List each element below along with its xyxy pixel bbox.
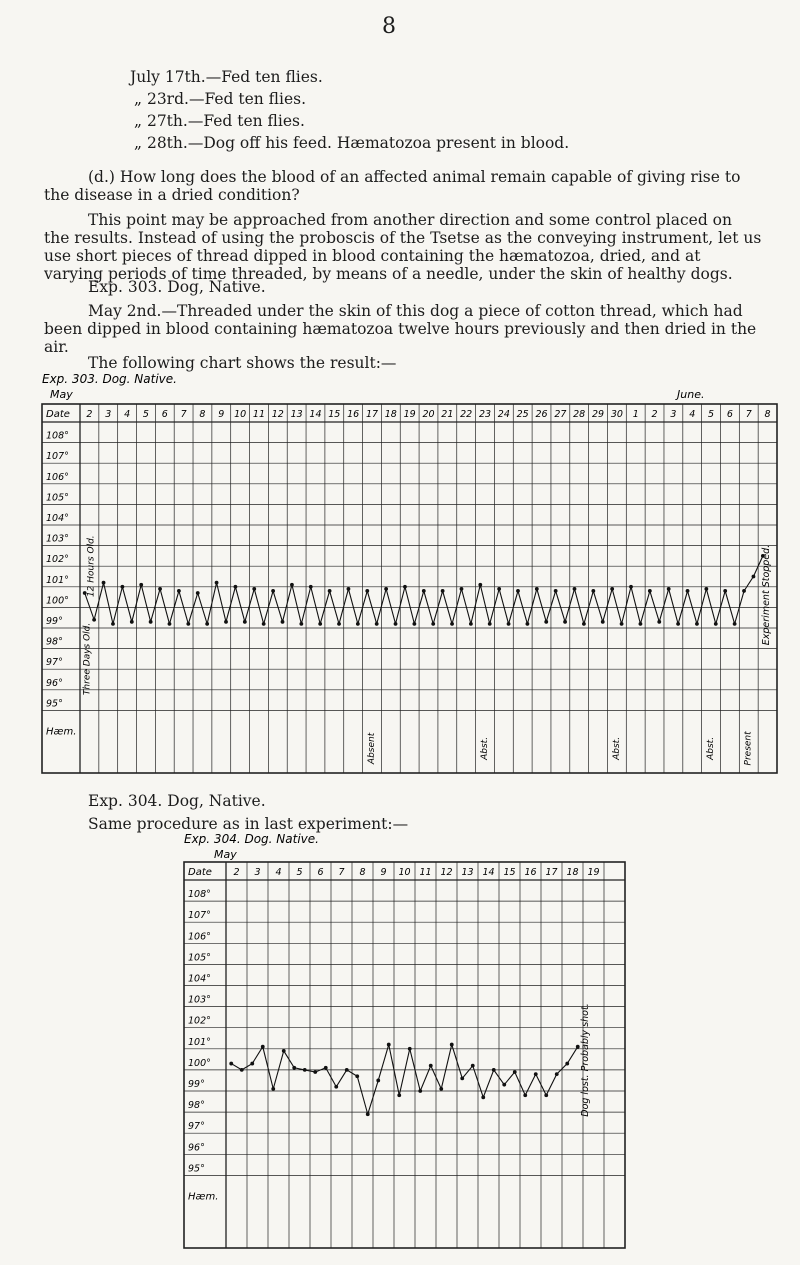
chart1-temperature-point [544,620,548,624]
chart2-frame [184,862,625,1248]
chart1-day-label: 10 [234,409,247,420]
chart2-temperature-point [492,1068,496,1072]
chart2-temperature-point [555,1072,559,1076]
note-line-1: July 17th.—Fed ten flies. [130,68,323,86]
chart1-temperature-point [412,622,416,626]
chart1-temp-label: 96° [46,677,63,689]
chart2-temperature-point [429,1064,433,1068]
chart2-temperature-point [397,1093,401,1097]
chart2-temp-label: 98° [188,1100,205,1112]
chart2-temperature-point [303,1068,307,1072]
chart2-day-label: 3 [254,867,261,878]
chart1-temp-label: 105° [46,492,69,504]
chart1-temp-label: 98° [46,636,63,648]
chart1-temperature-point [299,622,303,626]
chart1-temperature-point [158,587,162,591]
chart1-temperature-point [752,575,756,579]
chart1-temperature-point [168,622,172,626]
chart2-day-label: 13 [461,867,474,878]
chart1-temperature-point [130,620,134,624]
chart1-frame [42,404,777,773]
chart2-temp-label: 103° [188,994,211,1006]
chart2-temperature-point [345,1068,349,1072]
chart2-day-label: 17 [545,867,558,878]
chart1-day-label: 15 [328,409,341,420]
chart1-temperature-point [563,620,567,624]
chart1-day-label: 19 [403,409,416,420]
chart1-day-label: 17 [365,409,379,420]
exp304-heading: Exp. 304. Dog, Native. [88,792,266,810]
chart1-day-label: 29 [591,409,605,420]
chart1-temp-label: 99° [46,616,63,627]
chart1-day-label: 13 [290,409,303,420]
chart1-temp-label: 106° [46,471,69,483]
chart1-temperature-point [177,589,181,593]
chart1-day-label: 5 [142,409,149,420]
chart1-temperature-point [582,622,586,626]
chart2-title: Exp. 304. Dog. Native. [184,832,319,846]
chart2-temperature-point [544,1093,548,1097]
chart1-day-label: 2 [86,409,93,420]
chart1-day-label: 18 [384,409,397,420]
chart1-day-label: 6 [726,409,733,420]
chart1-temp-label: 102° [46,554,69,566]
chart1-temperature-point [186,622,190,626]
chart1-temp-label: 100° [46,595,69,607]
chart2-day-label: 16 [524,867,537,878]
chart1-day-label: 8 [764,409,771,420]
temperature-chart-exp304 [170,830,630,1250]
chart1-day-label: 8 [199,409,206,420]
chart1-haem-label: Hæm. [46,726,77,738]
chart2-temperature-point [324,1066,328,1070]
chart1-day-label: 26 [535,409,548,420]
chart2-temperature-point [565,1062,569,1066]
chart1-temperature-point [365,589,369,593]
chart2-temperature-point [481,1095,485,1099]
chart2-haem-label: Hæm. [188,1191,219,1203]
note-line-3: „ 27th.—Fed ten flies. [134,112,305,130]
chart1-temperature-point [149,620,153,624]
chart2-day-label: 7 [338,867,345,878]
chart1-temperature-point [629,585,633,589]
chart1-day-label: 6 [161,409,168,420]
chart1-temperature-point [431,622,435,626]
chart1-temperature-point [215,581,219,585]
chart2-temp-label: 104° [188,973,211,985]
chart1-month-label: May [50,388,73,401]
chart1-temp-label: 103° [46,533,69,545]
chart1-temperature-point [488,622,492,626]
temperature-chart-exp303 [40,370,780,775]
chart2-temperature-point [523,1093,527,1097]
chart1-day-label: 14 [309,409,322,420]
chart2-temperature-point [282,1049,286,1053]
chart1-temperature-point [92,618,96,622]
chart1-temperature-point [441,589,445,593]
chart1-temperature-point [686,589,690,593]
chart1-temperature-point [290,583,294,587]
chart1-temperature-point [704,587,708,591]
chart1-temperature-point [695,622,699,626]
chart2-temp-label: 108° [188,889,211,901]
chart1-haem-entry: Abst. [611,736,622,760]
chart2-temp-label: 99° [188,1079,205,1090]
chart1-day-label: 27 [554,409,567,420]
chart1-temperature-point [478,583,482,587]
chart1-day-label: 7 [180,409,187,420]
chart2-temp-label: 96° [188,1142,205,1154]
chart2-day-label: 9 [380,867,387,878]
chart1-date-header: Date [46,409,70,420]
chart2-temperature-point [376,1079,380,1083]
chart1-temperature-point [102,581,106,585]
chart1-temperature-point [347,587,351,591]
chart2-temperature-point [439,1087,443,1091]
question-paragraph: (d.) How long does the blood of an affected animal remain capable of giving rise to the disease in a dried condition? [44,168,741,204]
chart1-temperature-point [601,620,605,624]
chart2-day-label: 2 [233,867,240,878]
chart1-day-label: 2 [651,409,658,420]
chart2-day-label: 14 [482,867,495,878]
chart2-temperature-point [334,1085,338,1089]
chart1-day-label: 3 [670,409,677,420]
body-paragraph-2: May 2nd.—Threaded under the skin of this dog a piece of cotton thread, which had been dipped in blood containing hæmatozoa twelve hours previously and then dried in the air. [44,302,757,356]
chart1-temperature-point [714,622,718,626]
chart1-day-label: 21 [441,409,454,420]
chart1-temperature-point [384,587,388,591]
chart2-day-label: 11 [419,867,432,878]
chart2-day-label: 10 [398,867,411,878]
chart2-day-label: 8 [359,867,366,878]
chart2-temperature-point [355,1074,359,1078]
chart1-day-label: 7 [745,409,752,420]
chart2-temperature-point [229,1062,233,1066]
chart1-day-label: 20 [422,409,435,420]
chart2-temperature-point [366,1112,370,1116]
chart1-temperature-point [469,622,473,626]
chart1-day-label: 23 [478,409,492,420]
body-paragraph-1: This point may be approached from another direction and some control placed on the results. Instead of using the proboscis of the Tsetse as the conveying instrument, let us use short pieces of thread dipped in blood containing the hæmatozoa, dried, and at varying periods of time threaded, by means of a needle, under the skin of healthy dogs. [44,211,762,283]
chart1-day-label: 30 [610,409,623,420]
chart2-temperature-point [502,1083,506,1087]
chart1-day-label: 16 [347,409,360,420]
chart1-temperature-point [375,622,379,626]
chart1-temperature-point [234,585,238,589]
chart2-day-label: 6 [317,867,324,878]
chart1-temperature-point [733,622,737,626]
chart2-day-label: 18 [566,867,579,878]
chart2-temperature-point [240,1068,244,1072]
chart1-day-label: 11 [252,409,266,420]
chart2-temp-label: 107° [188,910,211,922]
chart1-temp-label: 101° [46,574,69,586]
chart1-temperature-point [271,589,275,593]
chart1-temperature-point [243,620,247,624]
page-number: 8 [382,14,396,39]
chart1-temperature-point [460,587,464,591]
chart1-temperature-point [516,589,520,593]
chart1-temperature-point [309,585,313,589]
exp303-heading: Exp. 303. Dog, Native. [88,278,266,296]
chart2-temperature-point [313,1070,317,1074]
chart2-day-label: 19 [587,867,600,878]
chart1-temperature-point [139,583,143,587]
chart1-temperature-point [403,585,407,589]
chart1-temperature-point [318,622,322,626]
chart1-temp-label: 97° [46,657,63,669]
chart1-temperature-point [422,589,426,593]
chart2-day-label: 12 [440,867,453,878]
chart1-temp-label: 104° [46,513,69,524]
chart1-temperature-point [554,589,558,593]
chart1-haem-entry: Abst. [705,736,716,760]
chart2-temperature-point [471,1064,475,1068]
chart2-temp-label: 101° [188,1036,211,1048]
chart2-temp-label: 95° [188,1163,205,1175]
chart2-temperature-point [450,1043,454,1047]
chart-intro: The following chart shows the result:— [88,354,397,372]
chart2-temp-label: 105° [188,952,211,964]
chart1-temperature-point [667,587,671,591]
chart1-temperature-point [224,620,228,624]
chart1-temperature-point [111,622,115,626]
chart1-temperature-point [394,622,398,626]
chart1-day-label: 4 [124,409,131,420]
chart2-month-label: May [214,848,237,861]
chart1-temperature-point [676,622,680,626]
chart2-temperature-point [292,1066,296,1070]
chart1-end-label: Experiment Stopped. [761,544,772,646]
chart2-day-label: 15 [503,867,516,878]
chart1-temperature-point [120,585,124,589]
chart2-temperature-line [231,1045,578,1115]
chart1-temperature-point [450,622,454,626]
chart1-day-label: 25 [516,409,529,420]
chart1-temperature-point [252,587,256,591]
chart2-temperature-point [418,1089,422,1093]
chart2-temp-label: 106° [188,931,211,943]
chart1-temperature-point [196,591,200,595]
chart1-temperature-point [205,622,209,626]
chart1-temperature-point [610,587,614,591]
chart1-temperature-point [742,589,746,593]
chart1-temperature-point [337,622,341,626]
chart2-day-label: 5 [296,867,303,878]
chart1-day-label: 1 [632,409,639,420]
chart1-day-label: 9 [218,409,225,420]
chart1-side-label: 12 Hours Old. [86,535,97,598]
chart2-temperature-point [271,1087,275,1091]
chart1-haem-entry: Abst. [479,736,490,760]
chart1-day-label: 4 [689,409,696,420]
chart1-title: Exp. 303. Dog. Native. [42,372,177,386]
chart1-day-label: 24 [497,409,510,420]
chart1-day-label: 3 [105,409,112,420]
chart1-temperature-point [507,622,511,626]
chart2-date-header: Date [188,867,212,878]
chart1-temperature-point [591,589,595,593]
chart1-side-label: Three Days Old. [82,622,93,696]
chart1-temperature-point [328,589,332,593]
chart1-temperature-point [620,622,624,626]
chart1-temperature-point [639,622,643,626]
chart1-haem-entry: Absent [366,732,377,765]
note-line-4: „ 28th.—Dog off his feed. Hæmatozoa present in blood. [134,134,570,152]
chart1-temperature-point [648,589,652,593]
chart1-temperature-point [356,622,360,626]
chart2-temperature-point [408,1047,412,1051]
chart2-day-label: 4 [275,867,282,878]
chart2-end-label: Dog lost. Probably shot. [580,1003,591,1117]
chart2-temperature-point [261,1045,265,1049]
chart1-day-label: 12 [271,409,284,420]
chart1-temperature-point [262,622,266,626]
chart1-day-label: 22 [460,409,473,420]
chart1-temperature-point [497,587,501,591]
chart2-temp-label: 97° [188,1121,205,1133]
chart2-temp-label: 102° [188,1015,211,1027]
chart1-temperature-point [657,620,661,624]
chart1-temp-label: 108° [46,430,69,442]
chart1-temperature-point [525,622,529,626]
chart1-temperature-point [535,587,539,591]
chart1-temp-label: 95° [46,698,63,710]
chart1-temperature-point [573,587,577,591]
chart2-temperature-point [387,1043,391,1047]
note-line-2: „ 23rd.—Fed ten flies. [134,90,307,108]
chart2-temperature-point [534,1072,538,1076]
chart2-temperature-point [513,1070,517,1074]
chart2-temp-label: 100° [188,1057,211,1069]
chart2-temperature-point [460,1076,464,1080]
chart1-month-label: June. [677,388,705,401]
chart1-day-label: 28 [573,409,586,420]
chart1-day-label: 5 [708,409,715,420]
chart1-haem-entry: Present [743,731,754,766]
chart1-temp-label: 107° [46,451,69,463]
chart1-temperature-point [281,620,285,624]
exp304-intro: Same procedure as in last experiment:— [88,815,409,833]
chart2-temperature-point [250,1062,254,1066]
chart1-temperature-point [723,589,727,593]
